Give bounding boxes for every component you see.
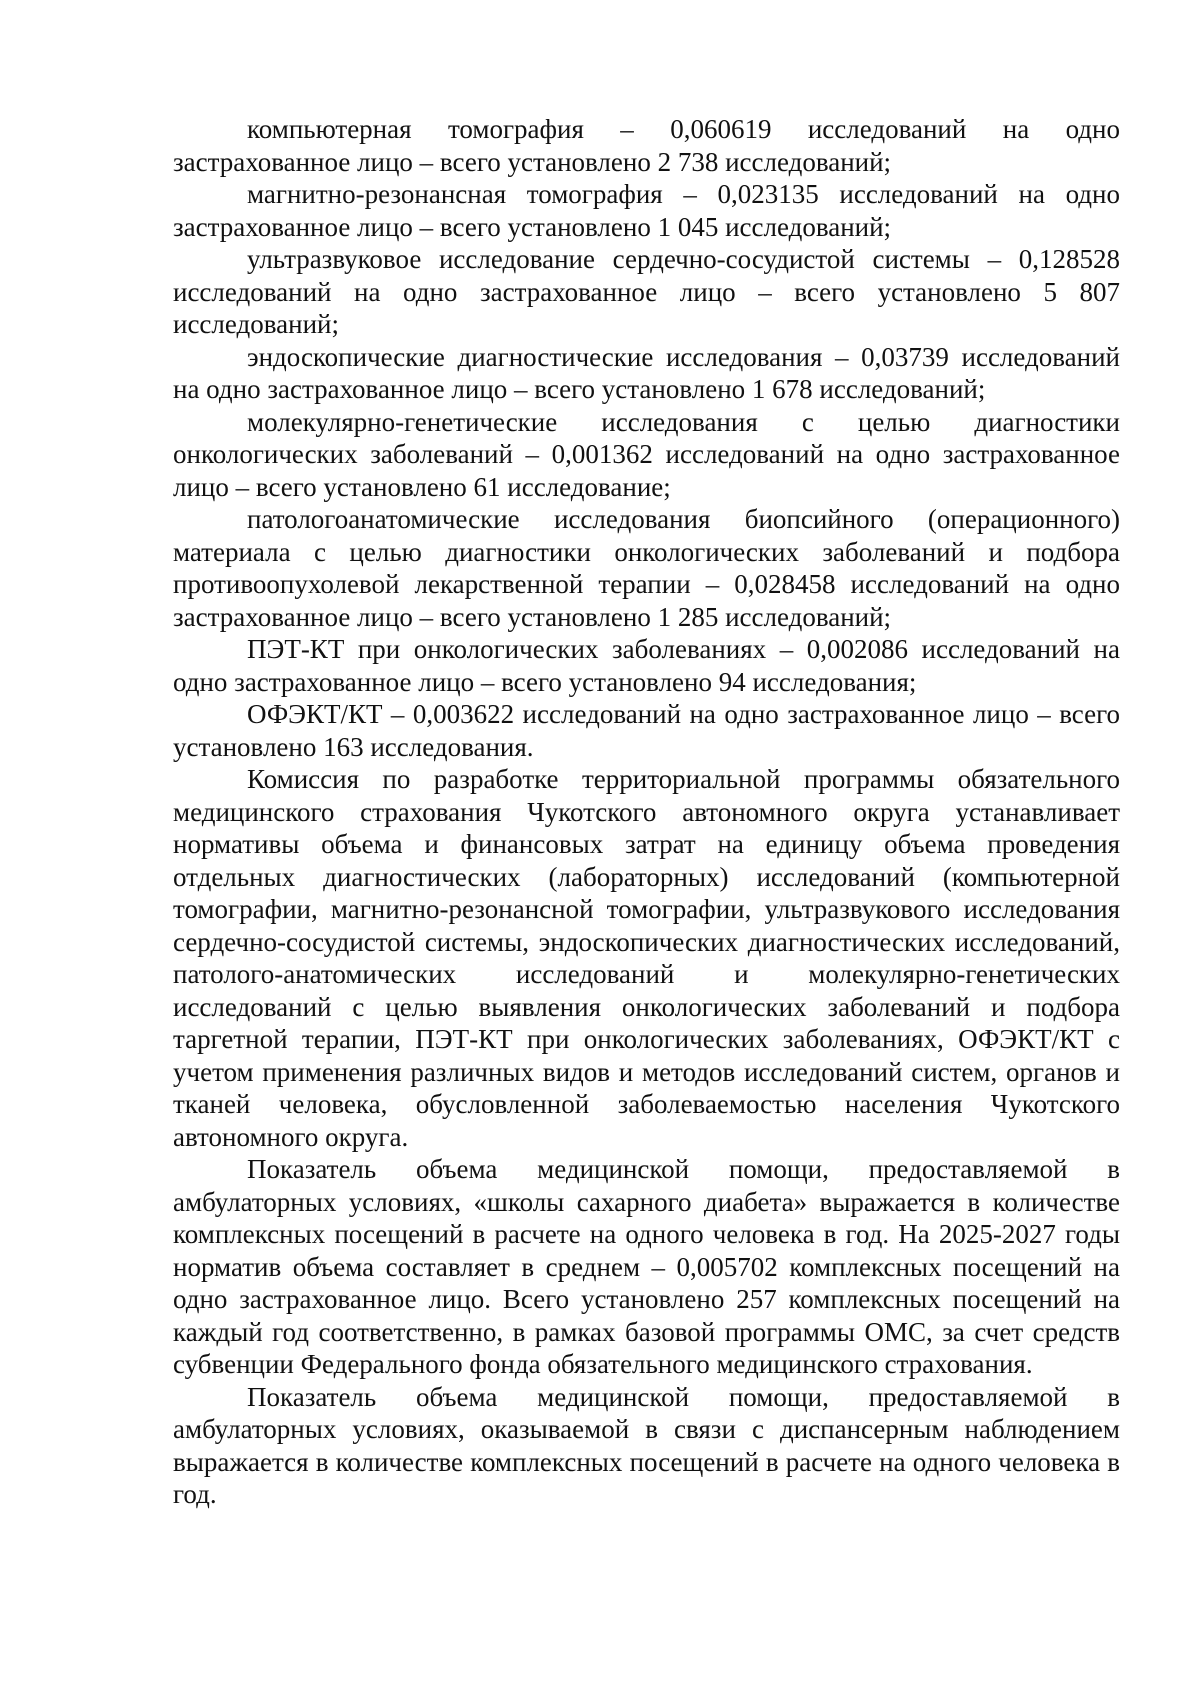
paragraph-mri: магнитно-резонансная томография – 0,023135 исследований на одно застрахованное лицо – всего установлено 1 045 исследований; [173,179,1120,242]
paragraph-endoscopy: эндоскопические диагностические исследования – 0,03739 исследований на одно застрахованное лицо – всего установлено 1 678 исследований; [173,341,1120,404]
paragraph-ct: компьютерная томография – 0,060619 исследований на одно застрахованное лицо – всего установлено 2 738 исследований; [173,114,1120,177]
paragraph-pet-ct: ПЭТ-КТ при онкологических заболеваниях – 0,002086 исследований на одно застрахованное лицо – всего установлено 94 исследования; [173,634,1120,697]
paragraph-molecular-genetic: молекулярно-генетические исследования с целью диагностики онкологических заболеваний – 0,001362 исследований на одно застрахованное лицо – всего установлено 61 исследование; [173,406,1120,502]
paragraph-dispensary: Показатель объема медицинской помощи, предоставляемой в амбулаторных условиях, оказываемой в связи с диспансерным наблюдением выражается в количестве комплексных посещений в расчете на одного человека в год. [173,1381,1120,1509]
paragraph-diabetes-school: Показатель объема медицинской помощи, предоставляемой в амбулаторных условиях, «школы сахарного диабета» выражается в количестве комплексных посещений в расчете на одного человека в год. На 2025-2027 годы норматив объема составляет в среднем – 0,005702 комплексных посещений на одно застрахованное лицо. Всего установлено 257 комплексных посещений на каждый год соответственно, в рамках базовой программы ОМС, за счет средств субвенции Федерального фонда обязательного медицинского страхования. [173,1154,1120,1379]
paragraph-pathology: патологоанатомические исследования биопсийного (операционного) материала с целью диагностики онкологических заболеваний и подбора противоопухолевой лекарственной терапии – 0,028458 исследований на одно застрахованное лицо – всего установлено 1 285 исследований; [173,504,1120,632]
paragraph-commission: Комиссия по разработке территориальной программы обязательного медицинского страхования Чукотского автономного округа устанавливает нормативы объема и финансовых затрат на единицу объема проведения отдельных диагностических (лабораторных) исследований (компьютерной томографии, магнитно-резонансной томографии, ультразвукового исследования сердечно-сосудистой системы, эндоскопических диагностических исследований, патолого-анатомических исследований и молекулярно-генетических исследований с целью выявления онкологических заболеваний и подбора таргетной терапии, ПЭТ-КТ при онкологических заболеваниях, ОФЭКТ/КТ с учетом применения различных видов и методов исследований систем, органов и тканей человека, обусловленной заболеваемостью населения Чукотского автономного округа. [173,764,1120,1152]
paragraph-spect-ct: ОФЭКТ/КТ – 0,003622 исследований на одно застрахованное лицо – всего установлено 163 исследования. [173,699,1120,762]
document-body [173,113,1120,1511]
paragraph-ultrasound: ультразвуковое исследование сердечно-сосудистой системы – 0,128528 исследований на одно застрахованное лицо – всего установлено 5 807 исследований; [173,244,1120,339]
